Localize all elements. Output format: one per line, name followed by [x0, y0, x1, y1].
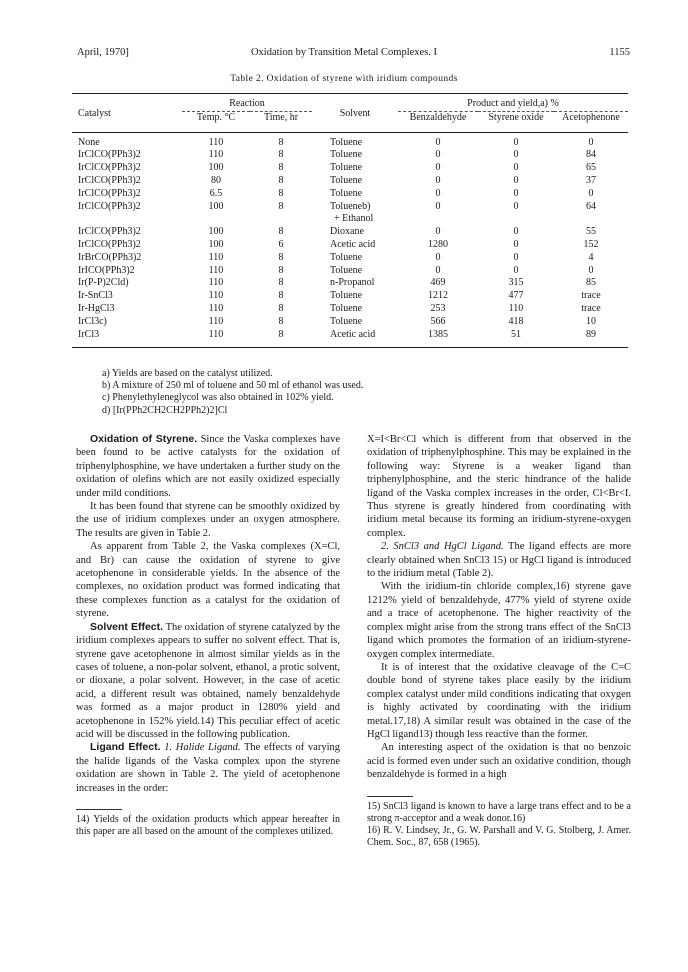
cell-time-text: 8 — [278, 200, 284, 212]
cell-solvent-text: + Ethanol — [334, 213, 374, 225]
paragraph-text: Since the Vaska complexes have been found to be active catalysts for the oxidation of triphenylphosphine, we have undertaken a further study on the oxidation of olefins which are not easily oxidized especially under mild conditions. — [76, 434, 341, 499]
cell-time — [250, 149, 312, 162]
header-reaction: Reaction — [182, 94, 312, 112]
cell-solvent-text: n-Propanol — [330, 277, 375, 289]
cell-acetophenone — [554, 188, 628, 201]
cell-temp — [182, 201, 250, 227]
subsection-heading: 2. SnCl3 and HgCl Ligand. — [381, 541, 504, 553]
cell-solvent-text: Toluene — [330, 162, 363, 174]
cell-time-text: 8 — [278, 226, 284, 238]
cell-solvent-text: Acetic acid — [330, 238, 376, 250]
header-benzaldehyde: Benzaldehyde — [409, 111, 467, 123]
table-row — [72, 162, 628, 175]
cell-benzaldehyde — [398, 162, 478, 175]
cell-solvent — [312, 316, 398, 329]
cell-temp — [182, 316, 250, 329]
cell-acetophenone — [554, 175, 628, 188]
cell-styrene-oxide — [478, 175, 554, 188]
cell-benzaldehyde-text: 1212 — [428, 290, 448, 302]
cell-solvent-text: Tolueneb) — [330, 200, 371, 212]
table-row — [72, 329, 628, 348]
cell-catalyst — [72, 303, 182, 316]
cell-styrene-oxide — [478, 277, 554, 290]
table-row — [72, 277, 628, 290]
cell-time-text: 8 — [278, 315, 284, 327]
cell-temp — [182, 162, 250, 175]
cell-benzaldehyde-text: 0 — [435, 226, 441, 238]
cell-catalyst — [72, 277, 182, 290]
paragraph-text: X=I<Br<Cl which is different from that observed in the oxidation of triphenylphosphine. This may be explained in the following way: Styrene is a weaker ligand than triphenylphosphine, and the steric hindrance of the halide ligand of the Vaska complex increases in the order, Cl<Br<I. Thus styrene is greatly hindered from coordinating with iridium metal because its forming an iridium-styrene-oxygen complex. — [367, 434, 631, 539]
cell-benzaldehyde — [398, 329, 478, 348]
cell-styrene-oxide — [478, 149, 554, 162]
cell-time — [250, 316, 312, 329]
cell-temp — [182, 226, 250, 239]
cell-styrene-oxide-text: 418 — [508, 315, 524, 327]
cell-benzaldehyde — [398, 201, 478, 227]
section-heading: Solvent Effect. — [90, 620, 164, 633]
cell-solvent-text: Toluene — [330, 187, 363, 199]
cell-solvent-text: Toluene — [330, 264, 363, 276]
cell-temp-text: 110 — [208, 328, 224, 340]
cell-acetophenone — [554, 329, 628, 348]
cell-catalyst — [72, 226, 182, 239]
cell-time-text: 8 — [278, 251, 284, 263]
cell-temp — [182, 149, 250, 162]
cell-benzaldehyde-text: 0 — [435, 187, 441, 199]
cell-styrene-oxide — [478, 316, 554, 329]
cell-styrene-oxide-text: 0 — [513, 174, 519, 186]
section-heading: Oxidation of Styrene. — [90, 433, 198, 445]
cell-time-text: 6 — [278, 238, 284, 250]
table-row — [72, 303, 628, 316]
cell-catalyst-text: IrBrCO(PPh3)2 — [78, 251, 142, 263]
cell-acetophenone-text: 89 — [586, 328, 596, 340]
cell-styrene-oxide-text: 0 — [513, 264, 519, 276]
cell-time — [250, 162, 312, 175]
cell-temp-text: 110 — [208, 290, 224, 302]
cell-catalyst-text: Ir-HgCl3 — [78, 302, 115, 314]
cell-acetophenone — [554, 149, 628, 162]
cell-benzaldehyde-text: 0 — [435, 200, 441, 212]
cell-catalyst — [72, 252, 182, 265]
paragraph-text: The ligand effects are more clearly obtained when SnCl3 15) or HgCl ligand is introduced to the iridium metal (Table 2). — [367, 541, 632, 580]
cell-time-text: 8 — [278, 149, 284, 161]
cell-catalyst-text: IrClCO(PPh3)2 — [78, 226, 141, 238]
cell-temp-text: 110 — [208, 277, 224, 289]
table-caption: Table 2. Oxidation of styrene with iridium compounds — [230, 74, 458, 84]
cell-acetophenone-text: 0 — [588, 264, 594, 276]
section-heading: Ligand Effect. — [90, 741, 161, 754]
cell-styrene-oxide — [478, 226, 554, 239]
paragraph-text: The effects of varying the halide ligands of the Vaska complex upon the styrene oxidation are shown in Table 2. The yield of acetophenone increases in the order: — [76, 742, 341, 794]
header-styrene-oxide: Styrene oxide — [488, 111, 544, 123]
cell-solvent — [312, 201, 398, 227]
cell-time — [250, 303, 312, 316]
cell-temp — [182, 175, 250, 188]
table-footnote: c) Phenylethyleneglycol was also obtained in 102% yield. — [102, 392, 334, 404]
cell-time — [250, 175, 312, 188]
cell-solvent — [312, 329, 398, 348]
cell-time — [250, 201, 312, 227]
cell-time-text: 8 — [278, 277, 284, 289]
cell-benzaldehyde — [398, 132, 478, 149]
cell-benzaldehyde-text: 469 — [430, 277, 446, 289]
cell-acetophenone-text: 10 — [586, 315, 596, 327]
cell-acetophenone-text: 65 — [586, 162, 596, 174]
cell-acetophenone-text: 0 — [588, 187, 594, 199]
cell-time-text: 8 — [278, 174, 284, 186]
header-catalyst: Catalyst — [78, 108, 111, 120]
cell-catalyst — [72, 132, 182, 149]
cell-acetophenone-text: trace — [581, 290, 601, 302]
running-header-title: Oxidation by Transition Metal Complexes. I — [250, 47, 438, 58]
cell-catalyst — [72, 290, 182, 303]
cell-temp-text: 110 — [208, 136, 224, 148]
cell-temp — [182, 239, 250, 252]
cell-benzaldehyde — [398, 303, 478, 316]
cell-temp-text: 110 — [208, 264, 224, 276]
table-row — [72, 252, 628, 265]
cell-time-text: 8 — [278, 162, 284, 174]
cell-temp — [182, 252, 250, 265]
cell-catalyst — [72, 162, 182, 175]
cell-solvent — [312, 239, 398, 252]
cell-acetophenone — [554, 265, 628, 278]
cell-styrene-oxide-text: 110 — [508, 302, 524, 314]
cell-catalyst — [72, 329, 182, 348]
cell-catalyst-text: IrClCO(PPh3)2 — [78, 187, 141, 199]
cell-acetophenone — [554, 162, 628, 175]
cell-catalyst-text: Ir-SnCl3 — [78, 290, 113, 302]
cell-catalyst-text: IrICO(PPh3)2 — [78, 264, 135, 276]
cell-solvent-text: Toluene — [330, 136, 363, 148]
cell-benzaldehyde-text: 566 — [430, 315, 446, 327]
paragraph-text: As apparent from Table 2, the Vaska complexes (X=Cl, and Br) can cause the oxidation of styrene to give acetophenone in considerable yields. In the absence of the complexes, no oxidation product was formed indicating that these complexes function as a catalyst for the oxidation of styrene. — [76, 541, 340, 620]
cell-acetophenone-text: 4 — [588, 251, 594, 263]
cell-catalyst — [72, 149, 182, 162]
cell-temp — [182, 290, 250, 303]
cell-solvent-text: Toluene — [330, 302, 363, 314]
cell-temp-text: 100 — [208, 200, 224, 212]
cell-temp-text: 100 — [208, 226, 224, 238]
cell-styrene-oxide-text: 51 — [511, 328, 521, 340]
cell-solvent-text: Toluene — [330, 290, 363, 302]
table-row — [72, 175, 628, 188]
cell-time-text: 8 — [278, 264, 284, 276]
cell-solvent — [312, 290, 398, 303]
cell-styrene-oxide — [478, 252, 554, 265]
cell-acetophenone-text: 152 — [583, 238, 599, 250]
cell-acetophenone — [554, 252, 628, 265]
cell-acetophenone — [554, 132, 628, 149]
cell-time — [250, 132, 312, 149]
cell-solvent-text: Toluene — [330, 315, 363, 327]
footnote-rule — [367, 796, 413, 797]
cell-styrene-oxide — [478, 239, 554, 252]
cell-benzaldehyde-text: 0 — [435, 162, 441, 174]
cell-temp-text: 110 — [208, 251, 224, 263]
cell-catalyst-text: IrCl3 — [78, 328, 100, 340]
paragraph-text: An interesting aspect of the oxidation is that no benzoic acid is formed even under such an oxidative condition, though benzaldehyde is formed in a high — [367, 742, 631, 781]
cell-solvent-text: Toluene — [330, 251, 363, 263]
cell-acetophenone — [554, 316, 628, 329]
table-footnote: b) A mixture of 250 ml of toluene and 50 ml of ethanol was used. — [102, 380, 364, 392]
cell-benzaldehyde-text: 1280 — [428, 238, 448, 250]
cell-time — [250, 277, 312, 290]
cell-temp-text: 100 — [208, 162, 224, 174]
cell-catalyst-text: IrClCO(PPh3)2 — [78, 162, 141, 174]
cell-catalyst-text: IrClCO(PPh3)2 — [78, 200, 141, 212]
cell-time-text: 8 — [278, 302, 284, 314]
header-time: Time, hr — [263, 111, 299, 123]
cell-solvent-text: Toluene — [330, 149, 363, 161]
cell-solvent — [312, 277, 398, 290]
paragraph-text: The oxidation of styrene catalyzed by the iridium complexes appears to suffer no solvent effect. That is, styrene gave acetophenone in almost similar yields as in the cases of toluene, a non-polar solvent, ethanol, a protic solvent, or dioxane, a polar solvent. However, in the case of acetic acid, a different result was obtained, namely benzaldehyde was formed as a major product in 1280% yield and acetophenone in 152% yield.14) This peculiar effect of acetic acid will be discussed in the following publication. — [76, 621, 340, 740]
cell-solvent — [312, 226, 398, 239]
cell-time — [250, 265, 312, 278]
cell-time — [250, 188, 312, 201]
cell-catalyst — [72, 316, 182, 329]
cell-styrene-oxide — [478, 162, 554, 175]
cell-time — [250, 252, 312, 265]
page-number: 1155 — [609, 47, 630, 58]
cell-benzaldehyde — [398, 239, 478, 252]
cell-acetophenone — [554, 201, 628, 227]
right-text-column — [367, 433, 631, 849]
table-row — [72, 132, 628, 149]
cell-time-text: 8 — [278, 136, 284, 148]
cell-acetophenone — [554, 226, 628, 239]
cell-solvent-text: Acetic acid — [330, 328, 376, 340]
left-text-column — [76, 433, 340, 838]
cell-styrene-oxide-text: 0 — [513, 238, 519, 250]
cell-time-text: 8 — [278, 328, 284, 340]
cell-styrene-oxide — [478, 132, 554, 149]
running-header-left: April, 1970] — [77, 47, 129, 58]
cell-time-text: 8 — [278, 290, 284, 302]
cell-catalyst — [72, 239, 182, 252]
cell-benzaldehyde — [398, 277, 478, 290]
cell-temp-text: 100 — [208, 238, 224, 250]
cell-acetophenone-text: trace — [581, 302, 601, 314]
cell-temp — [182, 265, 250, 278]
subsection-heading: 1. Halide Ligand. — [164, 742, 241, 754]
cell-acetophenone — [554, 277, 628, 290]
table-row — [72, 239, 628, 252]
paragraph-text: It is of interest that the oxidative cleavage of the C=C double bond of styrene takes place easily by the iridium complex catalyst under mild conditions indicating that oxygen is highly activated by coordinating with the iridium metal.17,18) A similar result was obtained in the case of the HgCl ligand13) though less reactive than the former. — [367, 661, 631, 740]
cell-styrene-oxide-text: 0 — [513, 200, 519, 212]
cell-solvent — [312, 175, 398, 188]
footnote: 15) SnCl3 ligand is known to have a large trans effect and to be a strong π-acceptor and a weak donor.16) — [367, 800, 631, 824]
cell-styrene-oxide — [478, 201, 554, 227]
cell-benzaldehyde — [398, 252, 478, 265]
cell-temp-text: 110 — [208, 315, 224, 327]
cell-acetophenone-text: 55 — [586, 226, 596, 238]
cell-solvent — [312, 303, 398, 316]
cell-catalyst-text: IrCl3c) — [78, 315, 107, 327]
cell-solvent — [312, 162, 398, 175]
cell-catalyst — [72, 188, 182, 201]
cell-time — [250, 290, 312, 303]
cell-acetophenone — [554, 303, 628, 316]
cell-time-text: 8 — [278, 187, 284, 199]
cell-styrene-oxide — [478, 290, 554, 303]
cell-benzaldehyde — [398, 188, 478, 201]
cell-solvent-text: Dioxane — [330, 226, 364, 238]
cell-temp-text: 110 — [208, 149, 224, 161]
cell-acetophenone-text: 0 — [588, 136, 594, 148]
cell-temp — [182, 303, 250, 316]
footnote: 16) R. V. Lindsey, Jr., G. W. Parshall and V. G. Stolberg, J. Amer. Chem. Soc., 87, 658 (1965). — [367, 824, 631, 849]
paragraph-text: It has been found that styrene can be smoothly oxidized by the use of iridium complexes under an oxygen atmosphere. The results are given in Table 2. — [76, 501, 340, 539]
cell-acetophenone-text: 64 — [586, 200, 596, 212]
cell-styrene-oxide-text: 0 — [513, 149, 519, 161]
paragraph-text: With the iridium-tin chloride complex,16) styrene gave 1212% yield of benzaldehyde, 477% yield of styrene oxide and a trace of acetophenone. The higher reactivity of the complex might arise from the strong trans effect of the SnCl3 ligand which promotes the formation of an iridium-styrene-oxygen complex intermediate. — [367, 581, 631, 660]
cell-acetophenone-text: 37 — [586, 174, 596, 186]
cell-benzaldehyde — [398, 316, 478, 329]
cell-benzaldehyde — [398, 149, 478, 162]
cell-benzaldehyde-text: 0 — [435, 251, 441, 263]
table-row — [72, 188, 628, 201]
cell-catalyst — [72, 201, 182, 227]
cell-acetophenone — [554, 290, 628, 303]
cell-temp — [182, 277, 250, 290]
cell-styrene-oxide-text: 0 — [513, 162, 519, 174]
cell-styrene-oxide — [478, 188, 554, 201]
header-acetophenone: Acetophenone — [562, 111, 620, 123]
cell-solvent — [312, 265, 398, 278]
footnote: 14) Yields of the oxidation products which appear hereafter in this paper are all based on the amount of the complexes utilized. — [76, 813, 340, 838]
table-row — [72, 290, 628, 303]
table-row — [72, 201, 628, 227]
cell-benzaldehyde — [398, 226, 478, 239]
cell-temp-text: 110 — [208, 302, 224, 314]
cell-temp — [182, 329, 250, 348]
cell-styrene-oxide-text: 0 — [513, 251, 519, 263]
header-product-yield: Product and yield,a) % — [398, 94, 628, 112]
cell-temp — [182, 132, 250, 149]
cell-catalyst-text: IrClCO(PPh3)2 — [78, 149, 141, 161]
footnote-rule — [76, 809, 122, 810]
cell-styrene-oxide-text: 0 — [513, 226, 519, 238]
cell-solvent — [312, 188, 398, 201]
cell-catalyst — [72, 265, 182, 278]
header-temp: Temp. °C — [196, 111, 236, 123]
cell-temp-text: 6.5 — [209, 187, 223, 199]
cell-benzaldehyde-text: 0 — [435, 136, 441, 148]
cell-acetophenone — [554, 239, 628, 252]
cell-time — [250, 226, 312, 239]
cell-benzaldehyde-text: 0 — [435, 264, 441, 276]
cell-temp — [182, 188, 250, 201]
table-row — [72, 316, 628, 329]
cell-benzaldehyde-text: 0 — [435, 174, 441, 186]
cell-solvent — [312, 132, 398, 149]
cell-catalyst-text: None — [78, 136, 100, 148]
table-row — [72, 226, 628, 239]
cell-styrene-oxide-text: 0 — [513, 136, 519, 148]
cell-styrene-oxide — [478, 265, 554, 278]
cell-catalyst-text: IrClCO(PPh3)2 — [78, 174, 141, 186]
oxidation-table — [72, 93, 628, 348]
cell-styrene-oxide — [478, 303, 554, 316]
cell-benzaldehyde — [398, 265, 478, 278]
cell-benzaldehyde-text: 1385 — [428, 328, 448, 340]
cell-benzaldehyde — [398, 175, 478, 188]
cell-solvent — [312, 252, 398, 265]
cell-styrene-oxide-text: 315 — [508, 277, 524, 289]
table-footnote: d) [Ir(PPh2CH2CH2PPh2)2]Cl — [102, 404, 228, 416]
cell-acetophenone-text: 85 — [586, 277, 596, 289]
cell-catalyst-text: Ir(P-P)2Cld) — [78, 277, 129, 289]
cell-styrene-oxide-text: 477 — [508, 290, 524, 302]
table-footnote: a) Yields are based on the catalyst utilized. — [102, 368, 273, 379]
cell-temp-text: 80 — [211, 174, 221, 186]
cell-styrene-oxide — [478, 329, 554, 348]
cell-acetophenone-text: 84 — [586, 149, 596, 161]
table-row — [72, 265, 628, 278]
header-solvent: Solvent — [339, 108, 371, 120]
cell-time — [250, 239, 312, 252]
cell-time — [250, 329, 312, 348]
cell-catalyst — [72, 175, 182, 188]
cell-benzaldehyde — [398, 290, 478, 303]
table-footnotes — [102, 368, 363, 417]
cell-solvent — [312, 149, 398, 162]
cell-solvent-text: Toluene — [330, 174, 363, 186]
cell-catalyst-text: IrClCO(PPh3)2 — [78, 238, 141, 250]
cell-benzaldehyde-text: 253 — [430, 302, 446, 314]
cell-benzaldehyde-text: 0 — [435, 149, 441, 161]
cell-styrene-oxide-text: 0 — [513, 187, 519, 199]
table-row — [72, 149, 628, 162]
